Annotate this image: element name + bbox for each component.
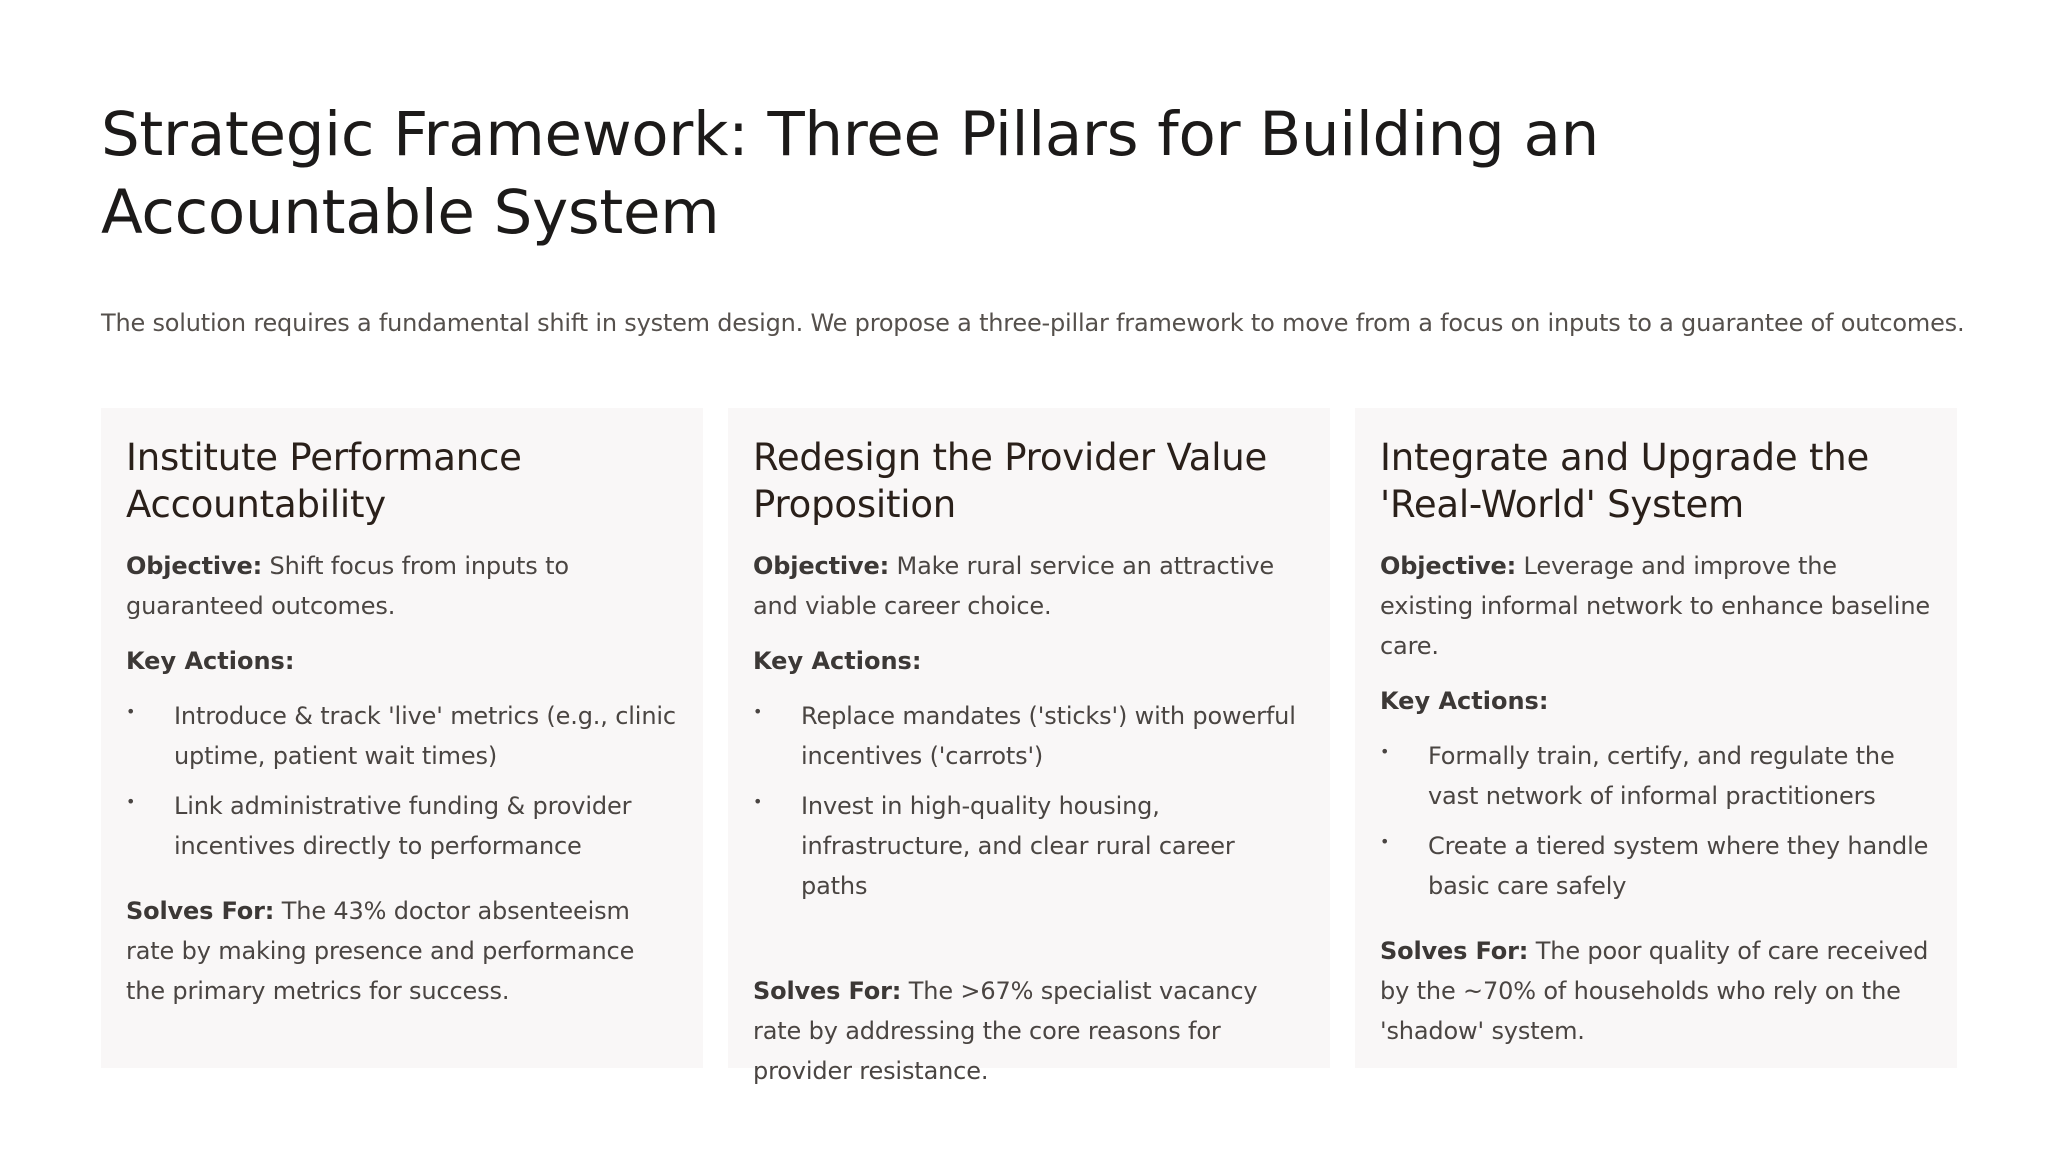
bullet-dot-icon: • bbox=[126, 702, 136, 721]
bullet-dot-icon: • bbox=[753, 702, 763, 721]
key-actions-list bbox=[126, 696, 679, 876]
list-item bbox=[1380, 826, 1933, 906]
pillar-solves-for bbox=[753, 971, 1306, 1091]
objective-text: Make rural service an attractive and viable career choice. bbox=[753, 552, 1275, 620]
list-item bbox=[1380, 736, 1933, 816]
key-actions-list bbox=[753, 696, 1306, 916]
objective-text: Leverage and improve the existing informal network to enhance baseline care. bbox=[1380, 552, 1930, 660]
key-actions-label: Key Actions: bbox=[126, 647, 295, 675]
list-item bbox=[126, 696, 679, 776]
pillar-objective bbox=[126, 546, 679, 626]
solves-for-label: Solves For: bbox=[126, 897, 275, 925]
key-actions-list bbox=[1380, 736, 1933, 916]
objective-label: Objective: bbox=[1380, 552, 1517, 580]
action-text: Replace mandates ('sticks') with powerful incentives ('carrots') bbox=[801, 702, 1296, 770]
bullet-dot-icon: • bbox=[753, 792, 763, 811]
pillar-card-2 bbox=[728, 408, 1330, 1085]
bullet-dot-icon: • bbox=[1380, 832, 1390, 851]
slide-subtitle: The solution requires a fundamental shift in system design. We propose a three-pillar framework to move from a focus on inputs to a guarantee of outcomes. bbox=[101, 309, 1965, 337]
pillar-title: Institute Performance Accountability bbox=[126, 436, 522, 526]
solves-for-label: Solves For: bbox=[753, 977, 902, 1005]
action-text: Introduce & track 'live' metrics (e.g., clinic uptime, patient wait times) bbox=[174, 702, 676, 770]
key-actions-label: Key Actions: bbox=[753, 647, 922, 675]
list-item bbox=[126, 786, 679, 866]
pillar-card-1 bbox=[101, 408, 703, 1068]
objective-text: Shift focus from inputs to guaranteed outcomes. bbox=[126, 552, 569, 620]
action-text: Link administrative funding & provider incentives directly to performance bbox=[174, 792, 632, 860]
objective-label: Objective: bbox=[753, 552, 890, 580]
pillar-solves-for bbox=[1380, 931, 1933, 1051]
pillar-title: Redesign the Provider Value Proposition bbox=[753, 436, 1268, 526]
pillar-objective bbox=[753, 546, 1306, 626]
objective-label: Objective: bbox=[126, 552, 263, 580]
list-item bbox=[753, 786, 1306, 906]
action-text: Create a tiered system where they handle basic care safely bbox=[1428, 832, 1929, 900]
pillar-objective bbox=[1380, 546, 1933, 666]
pillar-title: Integrate and Upgrade the 'Real-World' System bbox=[1380, 436, 1870, 526]
bullet-dot-icon: • bbox=[1380, 742, 1390, 761]
solves-for-text: The poor quality of care received by the ~70% of households who rely on the 'shadow' system. bbox=[1380, 937, 1929, 1045]
action-text: Invest in high-quality housing, infrastructure, and clear rural career paths bbox=[801, 792, 1235, 900]
action-text: Formally train, certify, and regulate the vast network of informal practitioners bbox=[1428, 742, 1895, 810]
bullet-dot-icon: • bbox=[126, 792, 136, 811]
solves-for-text: The 43% doctor absenteeism rate by making presence and performance the primary metrics for success. bbox=[126, 897, 635, 1005]
pillar-solves-for bbox=[126, 891, 679, 1011]
list-item bbox=[753, 696, 1306, 776]
slide-title: Strategic Framework: Three Pillars for Building an Accountable System bbox=[101, 99, 1599, 248]
pillar-card-3 bbox=[1355, 408, 1957, 1068]
pillars-row bbox=[101, 408, 1957, 1085]
key-actions-label: Key Actions: bbox=[1380, 687, 1549, 715]
solves-for-label: Solves For: bbox=[1380, 937, 1529, 965]
solves-for-text: The >67% specialist vacancy rate by addressing the core reasons for provider resistance. bbox=[753, 977, 1258, 1085]
